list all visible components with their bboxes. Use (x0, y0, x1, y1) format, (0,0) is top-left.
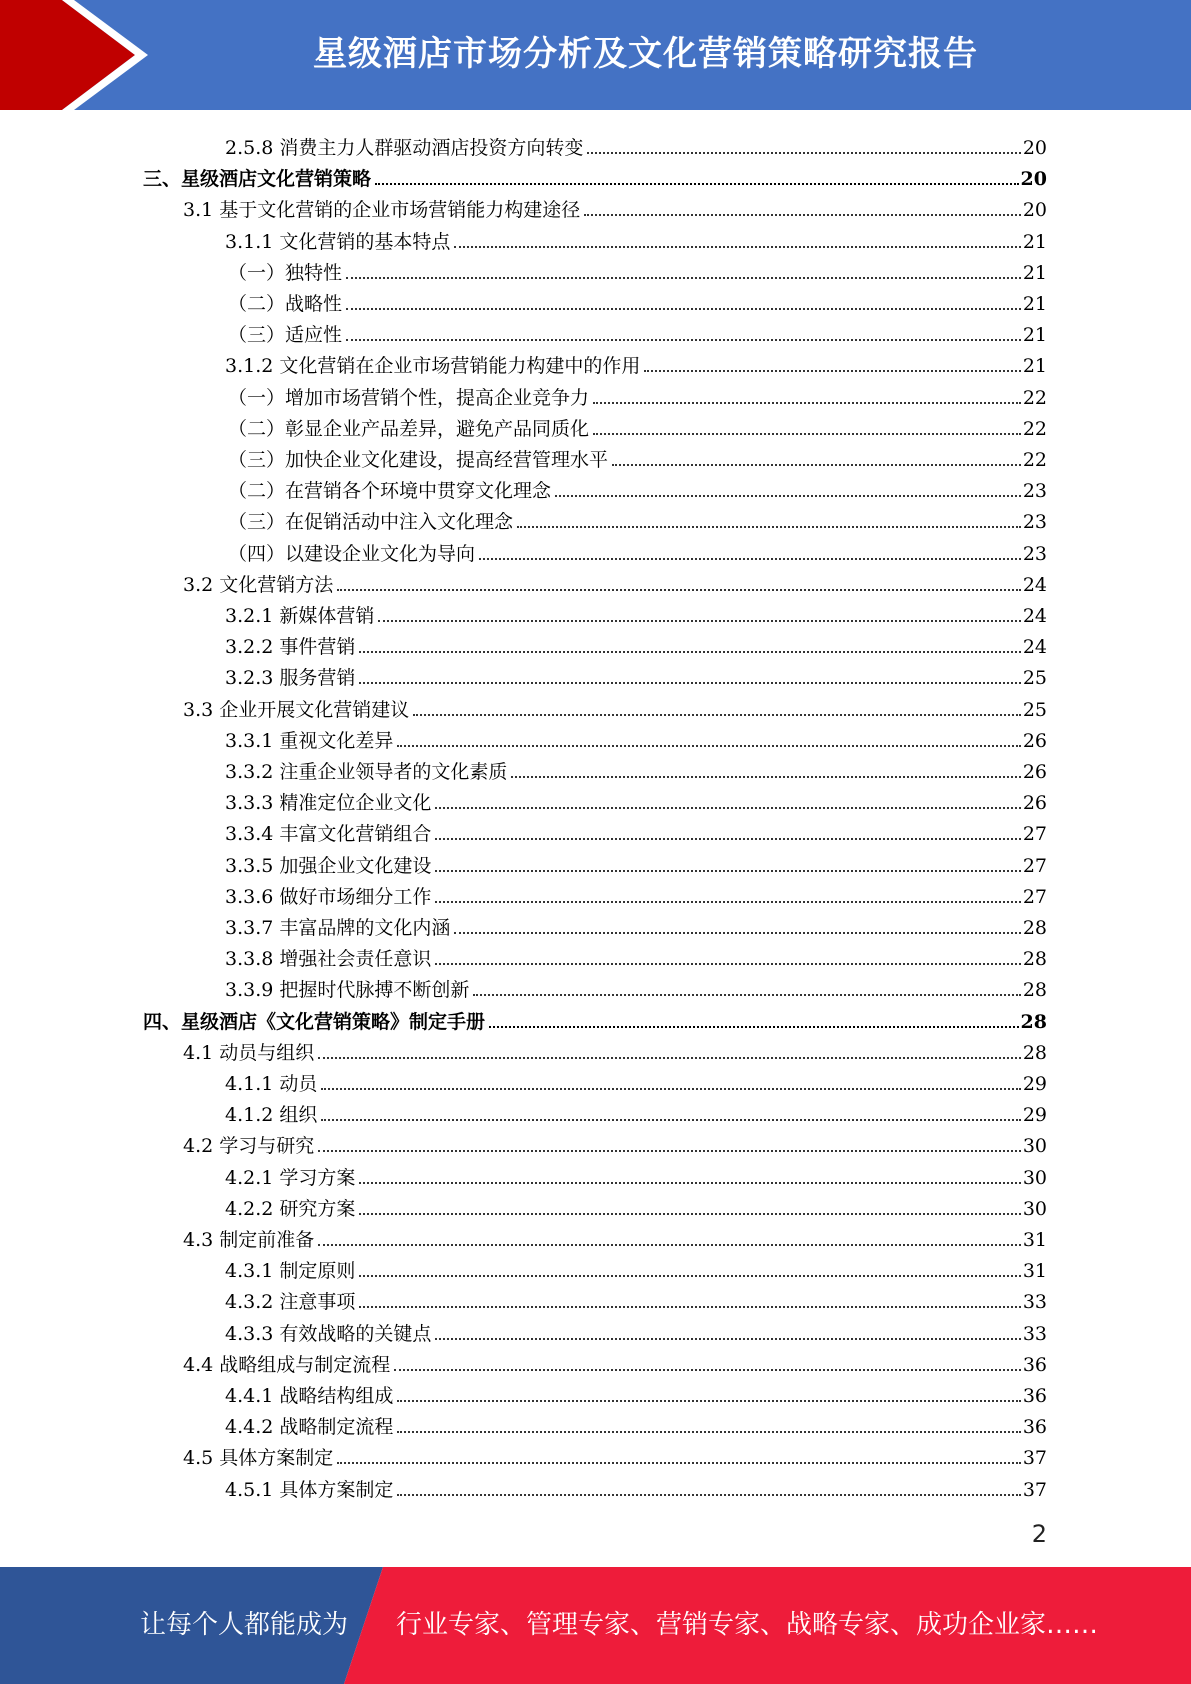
toc-dot-leader (644, 370, 1020, 372)
toc-entry-page: 28 (1022, 979, 1047, 1002)
page-number: 2 (1031, 1520, 1047, 1548)
toc-entry-label: 3.1 基于文化营销的企业市场营销能力构建途径 (183, 199, 581, 222)
toc-entry[interactable] (183, 565, 1047, 596)
toc-entry-page: 30 (1022, 1197, 1047, 1220)
toc-dot-leader (378, 620, 1020, 622)
toc-entry[interactable] (225, 752, 1047, 783)
document-title: 星级酒店市场分析及文化营销策略研究报告 (313, 34, 978, 74)
toc-entry-page: 21 (1022, 230, 1047, 253)
footer-slogan-left: 让每个人都能成为 (140, 1610, 349, 1640)
toc-entry-label: 3.3.3 精准定位企业文化 (225, 792, 432, 815)
toc-dot-leader (584, 214, 1021, 216)
toc-entry[interactable] (183, 1438, 1047, 1469)
toc-dot-leader (394, 1369, 1021, 1371)
toc-entry[interactable] (225, 1095, 1047, 1126)
toc-entry-label: 2.5.8 消费主力人群驱动酒店投资方向转变 (225, 137, 584, 159)
toc-entry[interactable] (183, 1126, 1047, 1157)
toc-dot-leader (593, 433, 1021, 435)
toc-entry-label: 3.1.1 文化营销的基本特点 (225, 230, 451, 253)
toc-entry-page: 26 (1022, 729, 1047, 752)
toc-entry-page: 31 (1022, 1229, 1047, 1251)
toc-entry-page: 21 (1022, 261, 1047, 284)
toc-entry-page: 31 (1022, 1260, 1047, 1283)
toc-entry-label: 4.4.2 战略制定流程 (225, 1416, 394, 1439)
toc-entry[interactable] (225, 346, 1047, 377)
toc-entry[interactable] (143, 1002, 1047, 1033)
toc-entry-page: 36 (1022, 1416, 1047, 1439)
toc-entry-page: 21 (1022, 324, 1047, 347)
toc-entry[interactable] (228, 315, 1047, 346)
toc-entry[interactable] (225, 1189, 1047, 1220)
toc-entry-page: 36 (1022, 1385, 1047, 1407)
toc-dot-leader (517, 526, 1021, 528)
toc-entry-page: 22 (1022, 386, 1047, 409)
toc-entry[interactable] (225, 814, 1047, 845)
toc-entry-label: 3.3.2 注重企业领导者的文化素质 (225, 761, 508, 783)
toc-entry-label: 3.3.1 重视文化差异 (225, 729, 394, 752)
toc-dot-leader (321, 1119, 1020, 1121)
toc-dot-leader (555, 495, 1021, 497)
toc-entry-page: 28 (1022, 917, 1047, 939)
toc-dot-leader (359, 1275, 1020, 1277)
toc-dot-leader (359, 1182, 1020, 1184)
toc-entry-label: 4.1.1 动员 (225, 1073, 318, 1095)
toc-dot-leader (489, 1026, 1019, 1028)
toc-entry-page: 30 (1022, 1166, 1047, 1189)
toc-entry-page: 26 (1022, 792, 1047, 815)
toc-dot-leader (346, 339, 1021, 341)
toc-entry-label: （三）加快企业文化建设，提高经营管理水平 (228, 449, 609, 471)
toc-entry-label: （一）独特性 (228, 261, 343, 284)
toc-entry-label: 3.3.6 做好市场细分工作 (225, 885, 432, 908)
toc-entry-label: （二）在营销各个环境中贯穿文化理念 (228, 480, 552, 503)
toc-dot-leader (318, 1150, 1021, 1152)
toc-entry[interactable] (225, 658, 1047, 689)
toc-entry[interactable] (225, 877, 1047, 908)
toc-entry-label: 3.2.1 新媒体营销 (225, 605, 375, 627)
toc-dot-leader (435, 901, 1020, 903)
toc-dot-leader (346, 277, 1021, 279)
toc-entry-label: 4.3.3 有效战略的关键点 (225, 1322, 432, 1345)
toc-entry-label: （三）在促销活动中注入文化理念 (228, 511, 514, 534)
toc-entry[interactable] (225, 1251, 1047, 1282)
toc-entry-page: 20 (1020, 168, 1047, 191)
toc-entry-page: 25 (1022, 667, 1047, 690)
toc-entry[interactable] (183, 690, 1047, 721)
toc-entry[interactable] (225, 908, 1047, 939)
toc-dot-leader (346, 308, 1021, 310)
toc-entry-label: 四、星级酒店《文化营销策略》制定手册 (143, 1010, 486, 1033)
toc-entry-label: 3.3.9 把握时代脉搏不断创新 (225, 979, 470, 1002)
toc-entry[interactable] (183, 1345, 1047, 1376)
toc-dot-leader (593, 402, 1021, 404)
toc-dot-leader (318, 1057, 1021, 1059)
toc-entry-label: 4.2.2 研究方案 (225, 1197, 356, 1220)
toc-entry-label: 4.5 具体方案制定 (183, 1447, 334, 1470)
toc-entry[interactable] (225, 846, 1047, 877)
toc-entry[interactable] (225, 939, 1047, 970)
toc-dot-leader (587, 152, 1020, 154)
toc-entry-page: 21 (1022, 355, 1047, 378)
toc-entry-label: 3.3.4 丰富文化营销组合 (225, 823, 432, 846)
toc-entry[interactable] (225, 1407, 1047, 1438)
toc-dot-leader (435, 963, 1020, 965)
toc-entry-label: 4.3.2 注意事项 (225, 1291, 356, 1314)
toc-entry[interactable] (183, 1033, 1047, 1064)
toc-entry-page: 23 (1022, 480, 1047, 503)
toc-entry-page: 28 (1022, 948, 1047, 971)
toc-entry-label: 三、星级酒店文化营销策略 (143, 168, 372, 191)
toc-entry[interactable] (225, 222, 1047, 253)
toc-dot-leader (318, 1244, 1021, 1246)
toc-dot-leader (397, 745, 1020, 747)
toc-entry-page: 27 (1022, 885, 1047, 908)
toc-entry[interactable] (225, 783, 1047, 814)
toc-entry-page: 37 (1022, 1447, 1047, 1470)
toc-entry-label: 3.3 企业开展文化营销建议 (183, 698, 410, 721)
toc-entry-label: （二）彰显企业产品差异，避免产品同质化 (228, 417, 590, 440)
toc-entry[interactable] (225, 128, 1047, 159)
footer-slogan-right: 行业专家、管理专家、营销专家、战略专家、成功企业家…… (396, 1610, 1099, 1640)
toc-entry-page: 22 (1022, 449, 1047, 471)
toc-entry-page: 23 (1022, 511, 1047, 534)
toc-entry[interactable] (225, 596, 1047, 627)
toc-entry-label: 3.3.8 增强社会责任意识 (225, 948, 432, 971)
toc-dot-leader (413, 714, 1021, 716)
toc-dot-leader (435, 870, 1020, 872)
toc-entry-label: 4.1 动员与组织 (183, 1041, 315, 1064)
toc-dot-leader (359, 1213, 1020, 1215)
toc-dot-leader (359, 682, 1020, 684)
toc-entry-label: 4.2.1 学习方案 (225, 1166, 356, 1189)
toc-entry-page: 29 (1022, 1104, 1047, 1127)
toc-entry-page: 28 (1022, 1041, 1047, 1064)
toc-entry-label: 3.2.3 服务营销 (225, 667, 356, 690)
toc-entry-page: 24 (1022, 573, 1047, 596)
toc-entry-page: 24 (1022, 605, 1047, 627)
toc-dot-leader (375, 183, 1019, 185)
toc-dot-leader (612, 464, 1021, 466)
toc-dot-leader (511, 776, 1020, 778)
toc-entry[interactable] (228, 409, 1047, 440)
toc-dot-leader (473, 994, 1020, 996)
toc-entry[interactable] (228, 378, 1047, 409)
toc-dot-leader (454, 932, 1020, 934)
toc-entry[interactable] (225, 970, 1047, 1001)
toc-dot-leader (359, 651, 1020, 653)
toc-entry[interactable] (225, 1314, 1047, 1345)
toc-entry-page: 28 (1020, 1010, 1047, 1033)
toc-entry-page: 27 (1022, 854, 1047, 877)
toc-entry-page: 33 (1022, 1291, 1047, 1314)
toc-entry-page: 27 (1022, 823, 1047, 846)
toc-entry[interactable] (225, 1064, 1047, 1095)
toc-dot-leader (359, 1306, 1020, 1308)
toc-entry[interactable] (228, 502, 1047, 533)
toc-entry[interactable] (183, 1220, 1047, 1251)
toc-entry-page: 37 (1022, 1478, 1047, 1501)
toc-entry-page: 26 (1022, 761, 1047, 783)
toc-entry-label: （二）战略性 (228, 293, 343, 315)
toc-entry-page: 30 (1022, 1135, 1047, 1158)
toc-dot-leader (479, 558, 1021, 560)
toc-entry[interactable] (225, 1282, 1047, 1313)
toc-entry-label: 4.1.2 组织 (225, 1104, 318, 1127)
toc-entry-label: （一）增加市场营销个性，提高企业竞争力 (228, 386, 590, 409)
toc-entry-page: 20 (1022, 199, 1047, 222)
toc-entry-label: 3.2 文化营销方法 (183, 573, 334, 596)
toc-entry-label: 4.2 学习与研究 (183, 1135, 315, 1158)
toc-dot-leader (397, 1494, 1020, 1496)
toc-dot-leader (321, 1088, 1020, 1090)
toc-entry[interactable] (183, 190, 1047, 221)
toc-entry-label: 3.2.2 事件营销 (225, 636, 356, 659)
toc-entry[interactable] (228, 440, 1047, 471)
toc-entry[interactable] (228, 471, 1047, 502)
toc-entry-page: 21 (1022, 293, 1047, 315)
toc-entry-page: 20 (1022, 137, 1047, 159)
toc-entry-page: 33 (1022, 1322, 1047, 1345)
toc-entry[interactable] (228, 253, 1047, 284)
toc-entry[interactable] (225, 1376, 1047, 1407)
toc-entry-label: 3.3.7 丰富品牌的文化内涵 (225, 917, 451, 939)
toc-entry-label: （四）以建设企业文化为导向 (228, 542, 476, 565)
toc-dot-leader (435, 1338, 1020, 1340)
toc-entry-label: 4.4 战略组成与制定流程 (183, 1353, 391, 1376)
page-header (0, 0, 1191, 110)
toc-entry[interactable] (225, 721, 1047, 752)
toc-dot-leader (397, 1400, 1020, 1402)
toc-entry-page: 36 (1022, 1353, 1047, 1376)
toc-entry[interactable] (228, 534, 1047, 565)
toc-entry[interactable] (225, 1470, 1047, 1501)
toc-entry-label: 4.5.1 具体方案制定 (225, 1478, 394, 1501)
toc-dot-leader (454, 246, 1020, 248)
toc-entry-label: 3.1.2 文化营销在企业市场营销能力构建中的作用 (225, 355, 641, 378)
toc-entry-page: 29 (1022, 1073, 1047, 1095)
toc-entry[interactable] (225, 627, 1047, 658)
toc-dot-leader (435, 807, 1020, 809)
toc-dot-leader (397, 1431, 1020, 1433)
toc-entry-label: 4.3 制定前准备 (183, 1229, 315, 1251)
toc-dot-leader (337, 589, 1021, 591)
toc-entry-page: 22 (1022, 417, 1047, 440)
toc-entry-label: 3.3.5 加强企业文化建设 (225, 854, 432, 877)
toc-entry[interactable] (143, 159, 1047, 190)
toc-dot-leader (435, 838, 1020, 840)
toc-entry-page: 25 (1022, 698, 1047, 721)
page-footer (0, 1567, 1191, 1684)
toc-entry[interactable] (228, 284, 1047, 315)
toc-entry-label: （三）适应性 (228, 324, 343, 347)
toc-entry-label: 4.3.1 制定原则 (225, 1260, 356, 1283)
toc-entry-label: 4.4.1 战略结构组成 (225, 1385, 394, 1407)
toc-entry-page: 24 (1022, 636, 1047, 659)
toc-dot-leader (337, 1462, 1021, 1464)
toc-entry-page: 23 (1022, 542, 1047, 565)
toc-entry[interactable] (225, 1158, 1047, 1189)
